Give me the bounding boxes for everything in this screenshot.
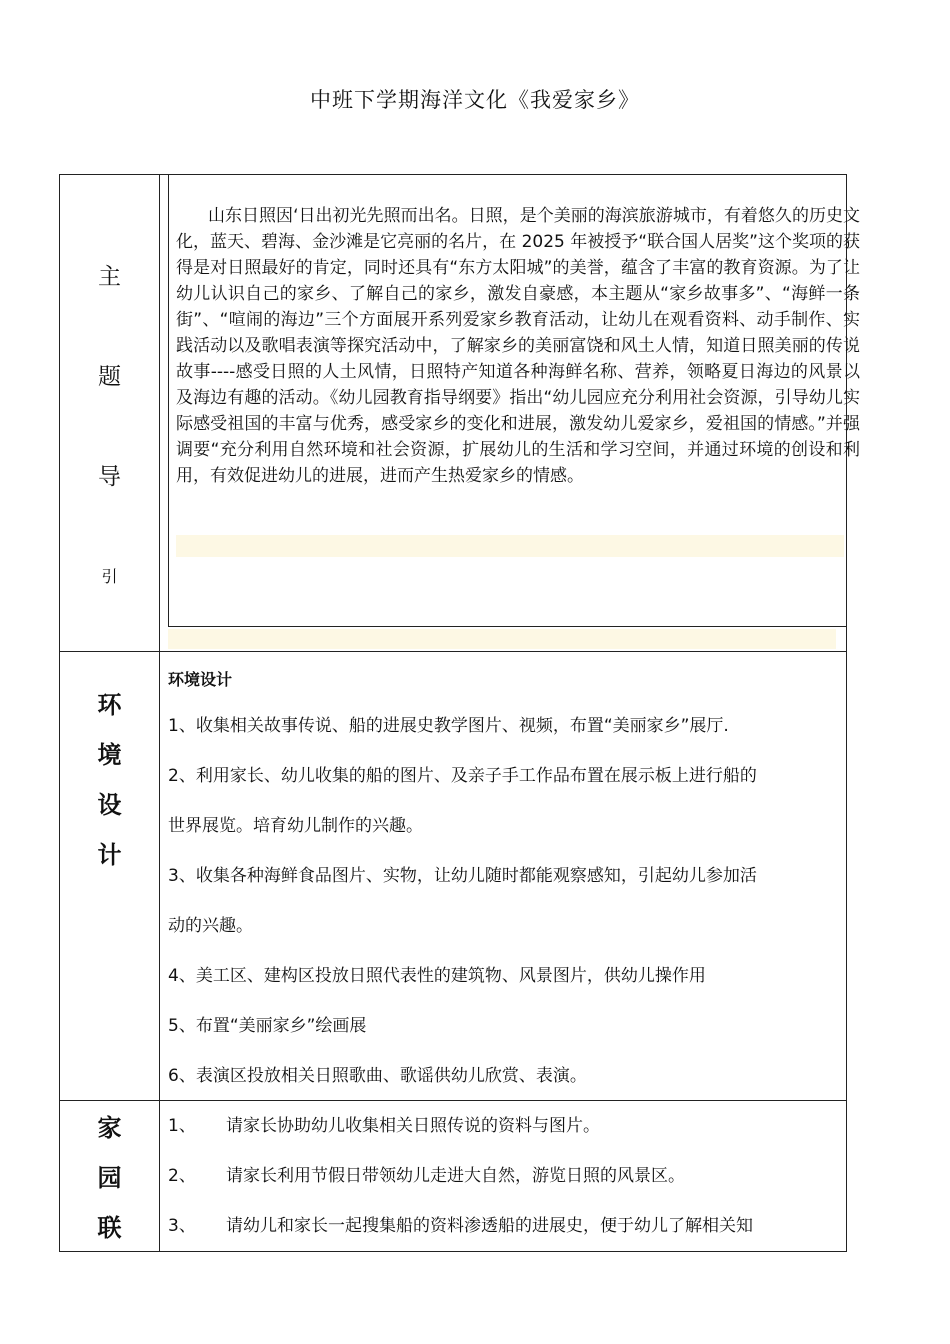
environment-label-char: 境 <box>97 741 122 769</box>
row-divider-intro <box>60 651 846 652</box>
intro-label <box>60 227 159 627</box>
list-item <box>168 1101 838 1151</box>
home-label-char: 联 <box>97 1214 122 1242</box>
list-item-text: 请家长利用节假日带领幼儿走进大自然，游览日照的风景区。 <box>226 1166 685 1186</box>
column-divider <box>159 175 160 1251</box>
home-label <box>60 1103 159 1253</box>
list-item-text: 请幼儿和家长一起搜集船的资料渗透船的进展史，便于幼儿了解相关知 <box>226 1216 753 1236</box>
list-item-number: 3、 <box>168 1216 196 1236</box>
intro-label-char: 引 <box>101 567 118 586</box>
list-item <box>168 1151 838 1201</box>
environment-label <box>60 680 159 880</box>
environment-line: 4、美工区、建构区投放日照代表性的建筑物、风景图片，供幼儿操作用 <box>168 966 706 986</box>
environment-label-char: 计 <box>97 841 122 869</box>
theme-table <box>59 174 860 1252</box>
intro-label-char: 题 <box>98 364 121 390</box>
environment-line: 1、收集相关故事传说、船的进展史教学图片、视频，布置“美丽家乡”展厅. <box>168 716 729 736</box>
home-label-char: 园 <box>97 1164 122 1192</box>
environment-line: 世界展览。培育幼儿制作的兴趣。 <box>168 816 423 836</box>
intro-paragraph: 山东日照因‘日出初光先照而出名。日照，是个美丽的海滨旅游城市，有着悠久的历史文化，蓝天、碧海、金沙滩是它亮丽的名片，在 2025 年被授予“联合国人居奖”这个奖项的获得是对日照最好的肯定，同时还具有“东方太阳城”的美誉，蕴含了丰富的教育资源。为了让幼儿认识自己的家乡、了解自己的家乡，激发自豪感，本主题从“家乡故事多”、“海鲜一条街”、“喧闹的海边”三个方面展开系列爱家乡教育活动，让幼儿在观看资料、动手制作、实践活动以及歌唱表演等探究活动中，了解家乡的美丽富饶和风土人情，知道日照美丽的传说故事----感受日照的人土风情，日照特产知道各种海鲜名称、营养，领略夏日海边的风景以及海边有趣的活动。《幼儿园教育指导纲要》指出“幼儿园应充分利用社会资源，引导幼儿实际感受祖国的丰富与优秀，感受家乡的变化和进展，激发幼儿爱家乡，爱祖国的情感。”并强调要“充分利用自然环境和社会资源，扩展幼儿的生活和学习空间，并通过环境的创设和利用，有效促进幼儿的进展，进而产生热爱家乡的情感。 <box>176 206 860 486</box>
environment-line: 5、布置“美丽家乡”绘画展 <box>168 1016 367 1036</box>
environment-line: 3、收集各种海鲜食品图片、实物，让幼儿随时都能观察感知，引起幼儿参加活 <box>168 866 757 886</box>
environment-label-char: 设 <box>97 791 122 819</box>
intro-label-char: 导 <box>98 464 121 490</box>
environment-list <box>168 701 838 1101</box>
environment-line: 动的兴趣。 <box>168 916 253 936</box>
environment-line: 6、表演区投放相关日照歌曲、歌谣供幼儿欣赏、表演。 <box>168 1066 587 1086</box>
text-highlight <box>168 629 836 649</box>
environment-label-char: 环 <box>97 691 122 719</box>
list-item-number: 2、 <box>168 1166 196 1186</box>
list-item-text: 请家长协助幼儿收集相关日照传说的资料与图片。 <box>226 1116 600 1136</box>
home-label-char: 家 <box>97 1114 122 1142</box>
environment-line: 2、利用家长、幼儿收集的船的图片、及亲子手工作品布置在展示板上进行船的 <box>168 766 757 786</box>
list-item <box>168 1201 838 1251</box>
home-list <box>168 1101 838 1251</box>
intro-label-char: 主 <box>98 264 121 290</box>
page-title: 中班下学期海洋文化《我爱家乡》 <box>310 88 640 112</box>
environment-heading: 环境设计 <box>168 670 233 689</box>
list-item-number: 1、 <box>168 1116 196 1136</box>
